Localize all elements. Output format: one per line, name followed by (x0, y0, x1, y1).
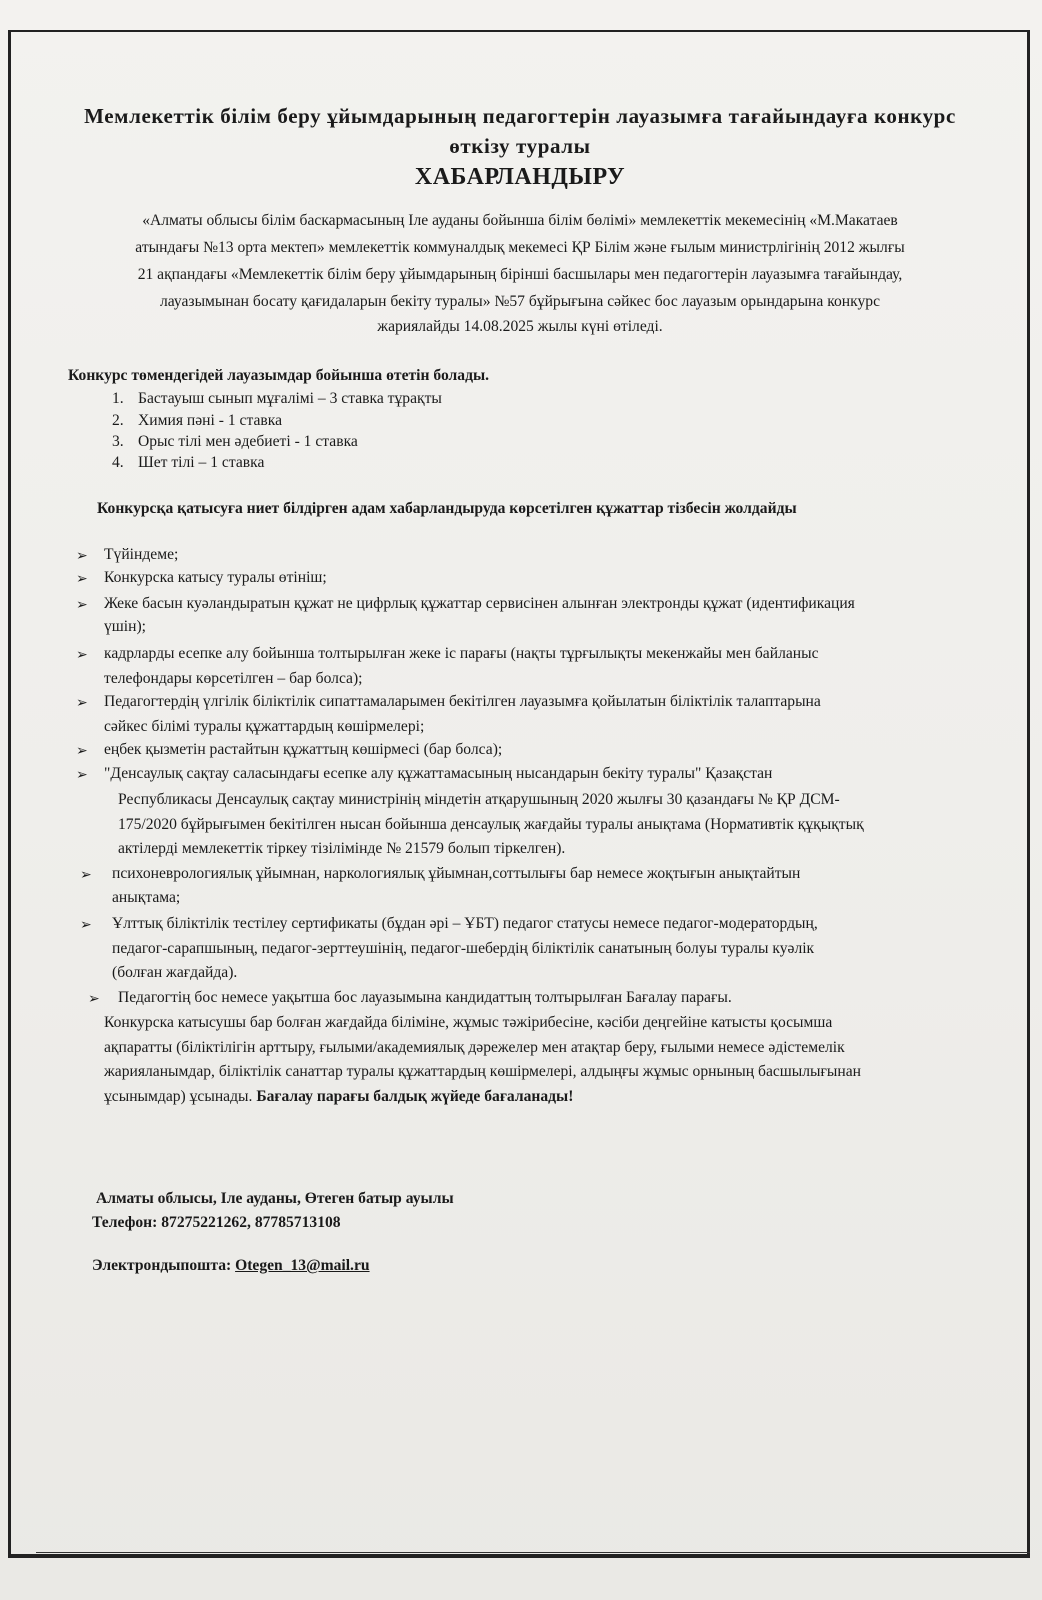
arrow-bullet-icon: ➢ (80, 867, 92, 883)
phone: Телефон: 87275221262, 87785713108 (92, 1214, 341, 1231)
document-item-line: сәйкес білімі туралы құжаттардың көшірмелері; (104, 718, 425, 735)
arrow-bullet-icon: ➢ (76, 767, 88, 783)
document-item-line: Республикасы Денсаулық сақтау министрінің міндетін атқарушының 2020 жылғы 30 қазандағы № ҚР ДСМ- (118, 791, 840, 808)
document-item-line: психоневрологиялық ұйымнан, наркологиялық ұйымнан,соттылығы бар немесе жоқтығын анықтайтын (112, 865, 801, 882)
closing-emphasis: Бағалау парағы балдық жүйеде бағаланады! (256, 1088, 574, 1105)
arrow-bullet-icon: ➢ (76, 571, 88, 587)
closing-line: Конкурска катысушы бар болған жағдайда біліміне, жұмыс тәжірибесіне, кәсіби деңгейіне катысты қосымша (104, 1014, 833, 1031)
position-item (112, 412, 282, 430)
intro-line: лауазымынан босату қағидаларын бекіту туралы» №57 бұйрығына сәйкес бос лауазым орындарына конкурс (159, 293, 881, 310)
position-text: Орыс тілі мен әдебиеті - 1 ставка (138, 433, 358, 450)
document-item-line: Жеке басын куәландыратын құжат не цифрлық құжаттар сервисінен алынған электронды құжат (идентификация (104, 595, 855, 612)
position-item (112, 454, 264, 472)
closing-line (104, 1088, 573, 1106)
arrow-bullet-icon: ➢ (88, 991, 100, 1007)
document-item-line: актілерді мемлекеттік тіркеу тізілімінде № 21579 болып тіркелген). (118, 840, 566, 857)
document-item-line: "Денсаулық сақтау саласындағы есепке алу құжаттамасының нысандарын бекіту туралы" Қазақстан (104, 765, 773, 782)
position-number: 1. (112, 390, 124, 407)
document-item-line: 175/2020 бұйрығымен бекітілген нысан бойынша денсаулық жағдайы туралы анықтама (Нормативтік құқықтық (118, 816, 864, 833)
document-item-line: Ұлттық біліктілік тестілеу сертификаты (бұдан әрі – ҰБТ) педагог статусы немесе педагог-модератордың, (112, 915, 818, 932)
arrow-bullet-icon: ➢ (76, 743, 88, 759)
email-label: Электрондыпошта: (92, 1257, 236, 1274)
position-item (112, 433, 358, 451)
position-number: 3. (112, 433, 124, 450)
arrow-bullet-icon: ➢ (76, 695, 88, 711)
closing-line: жарияланымдар, біліктілік санаттар туралы құжаттардың көшірмелері, алдыңғы жұмыс орнының басшылығынан (104, 1063, 862, 1080)
document-title-line2: өткізу туралы (449, 134, 591, 158)
arrow-bullet-icon: ➢ (80, 917, 92, 933)
position-text: Химия пәні - 1 ставка (138, 412, 282, 429)
closing-line: ақпаратты (біліктілігін арттыру, ғылыми/академиялық дәрежелер мен атақтар беру, ғылыми немесе әдістемелік (104, 1039, 845, 1056)
intro-line: «Алматы облысы білім баскармасының Іле ауданы бойынша білім бөлімі» мемлекеттік мекемесінің «М.Макатаев (142, 212, 898, 229)
position-number: 2. (112, 412, 124, 429)
position-text: Бастауыш сынып мұғалімі – 3 ставка тұрақты (138, 390, 442, 407)
documents-heading: Конкурсқа қатысуға ниет білдірген адам хабарландыруда көрсетілген құжаттар тізбесін жолдайды (97, 500, 797, 517)
document-item-line: Педагогтердің үлгілік біліктілік сипаттамаларымен бекітілген лауазымға қойылатын біліктілік талаптарына (104, 693, 821, 710)
position-number: 4. (112, 454, 124, 471)
arrow-bullet-icon: ➢ (76, 548, 88, 564)
document-item-line: кадрларды есепке алу бойынша толтырылған жеке іс парағы (нақты тұрғылықты мекенжайы мен байланыс (104, 645, 819, 662)
positions-heading: Конкурс төмендегідей лауазымдар бойынша өтетін болады. (68, 367, 490, 384)
intro-line: 21 ақпандағы «Мемлекеттік білім беру ұйымдарының бірінші басшылары мен педагогтерін лауазымға тағайындау, (137, 266, 903, 283)
document-item-line: телефондары көрсетілген – бар болса); (104, 670, 363, 687)
document-title-line1: Мемлекеттік білім беру ұйымдарының педагогтерін лауазымға тағайындауға конкурс (84, 104, 956, 128)
email-link[interactable]: Otegen_13@mail.ru (235, 1257, 370, 1274)
intro-line: жариялайды 14.08.2025 жылы күні өтіледі. (377, 318, 663, 335)
document-item-line: Педагогтің бос немесе уақытша бос лауазымына кандидаттың толтырылған Бағалау парағы. (118, 989, 732, 1006)
document-title-main: ХАБАРЛАНДЫРУ (414, 164, 626, 190)
document-item-line: Конкурска катысу туралы өтініш; (104, 569, 327, 586)
address: Алматы облысы, Іле ауданы, Өтеген батыр ауылы (96, 1190, 454, 1207)
arrow-bullet-icon: ➢ (76, 597, 88, 613)
document-item-line: еңбек қызметін растайтын құжаттың көшірмесі (бар болса); (104, 741, 503, 758)
document-item-line: үшін); (104, 618, 147, 635)
document-item-line: Түйіндеме; (104, 546, 179, 563)
email (92, 1257, 370, 1275)
position-item (112, 390, 442, 408)
closing-text: ұсынымдар) ұсынады. (104, 1088, 257, 1105)
arrow-bullet-icon: ➢ (76, 647, 88, 663)
document-item-line: педагог-сарапшының, педагог-зерттеушінің, педагог-шебердің біліктілік санатының болуы туралы куәлік (112, 940, 815, 957)
document-item-line: (болған жағдайда). (112, 964, 238, 981)
document-item-line: анықтама; (112, 889, 181, 906)
position-text: Шет тілі – 1 ставка (138, 454, 265, 471)
intro-line: атындағы №13 орта мектеп» мемлекеттік коммуналдық мекемесі ҚР Білім және ғылым министрлігінің 2012 жылғы (135, 239, 905, 256)
